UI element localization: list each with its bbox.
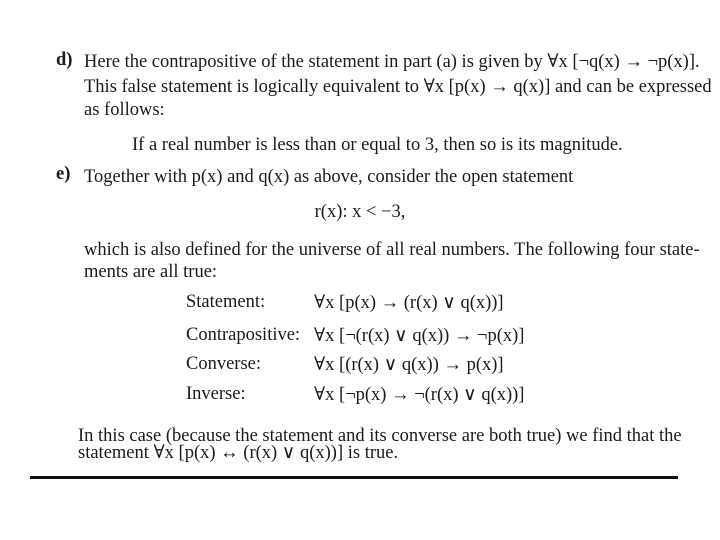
conclusion-line-2: statement ∀x [p(x) ↔ (r(x) ∨ q(x))] is true.: [78, 443, 399, 463]
part-e-line-1: which is also defined for the universe of all real numbers. The following four state-: [84, 240, 700, 260]
bottom-rule: [30, 476, 678, 479]
part-e-intro: Together with p(x) and q(x) as above, consider the open statement: [84, 167, 574, 187]
table-row-formula-converse: ∀x [(r(x) ∨ q(x)) → p(x)]: [314, 355, 504, 375]
conclusion-line-1: In this case (because the statement and its converse are both true) we find that the: [78, 426, 682, 446]
part-d-line-2: This false statement is logically equivalent to ∀x [p(x) → q(x)] and can be expressed: [84, 77, 712, 97]
table-row-label-contrapositive: Contrapositive:: [186, 325, 301, 345]
part-e-label: e): [56, 164, 71, 184]
table-row-formula-contrapositive: ∀x [¬(r(x) ∨ q(x)) → ¬p(x)]: [314, 326, 525, 346]
part-d-label: d): [56, 50, 73, 70]
part-d-line-3: as follows:: [84, 100, 165, 120]
open-statement: r(x): x < −3,: [314, 202, 406, 222]
part-d-line-1: Here the contrapositive of the statement in part (a) is given by ∀x [¬q(x) → ¬p(x)].: [84, 52, 700, 72]
table-row-formula-inverse: ∀x [¬p(x) → ¬(r(x) ∨ q(x))]: [314, 385, 525, 405]
part-d-quote: If a real number is less than or equal to 3, then so is its magnitude.: [132, 135, 623, 155]
table-row-label-statement: Statement:: [186, 292, 266, 312]
part-e-line-2: ments are all true:: [84, 262, 218, 282]
table-row-label-converse: Converse:: [186, 354, 262, 374]
table-row-label-inverse: Inverse:: [186, 384, 246, 404]
table-row-formula-statement: ∀x [p(x) → (r(x) ∨ q(x))]: [314, 293, 504, 313]
